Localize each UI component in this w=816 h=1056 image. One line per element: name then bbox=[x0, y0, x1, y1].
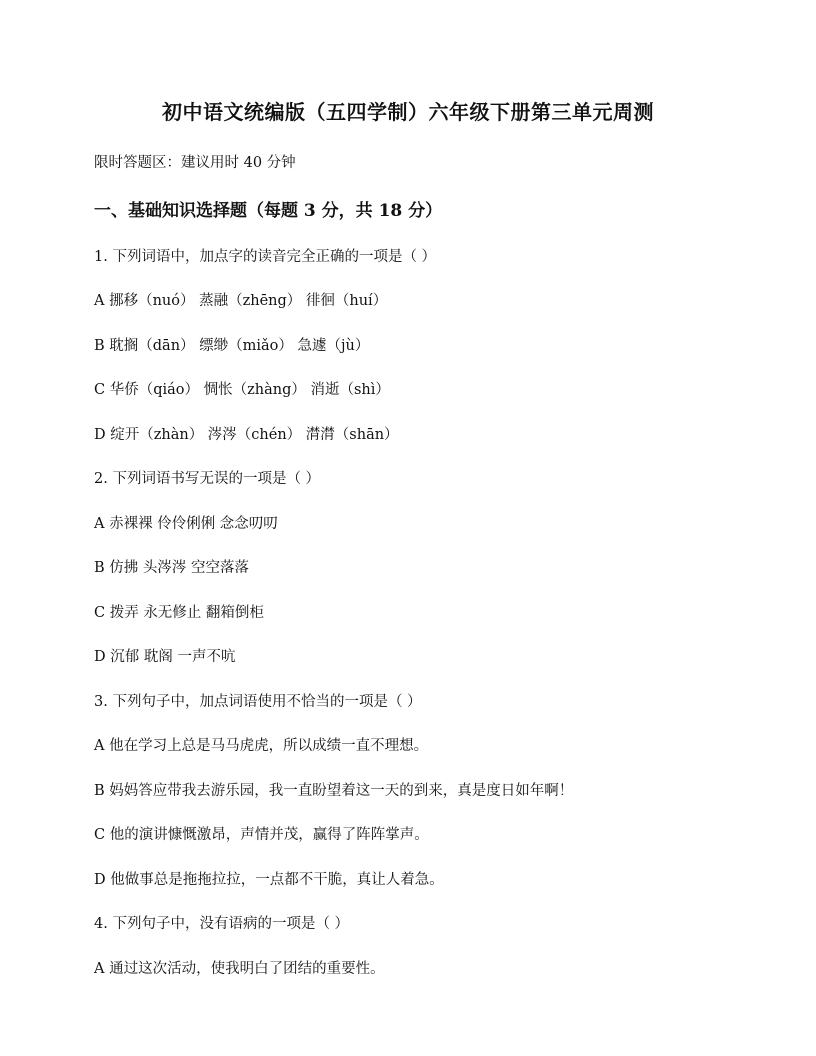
question-1-option-b: B 耽搁（dān） 缥缈（miǎo） 急遽（jù） bbox=[94, 338, 370, 354]
question-2-stem: 2. 下列词语书写无误的一项是（ ） bbox=[94, 471, 321, 487]
question-4-option-a: A 通过这次活动，使我明白了团结的重要性。 bbox=[94, 961, 385, 977]
question-1-option-a: A 挪移（nuó） 蒸融（zhēng） 徘徊（huí） bbox=[94, 293, 388, 309]
question-1-option-c: C 华侨（qiáo） 惆怅（zhàng） 消逝（shì） bbox=[94, 382, 390, 398]
question-3-option-b: B 妈妈答应带我去游乐园，我一直盼望着这一天的到来，真是度日如年啊！ bbox=[94, 783, 574, 799]
section-heading bbox=[94, 196, 442, 221]
question-3-option-d: D 他做事总是拖拖拉拉，一点都不干脆，真让人着急。 bbox=[94, 872, 444, 888]
document-title: 初中语文统编版（五四学制）六年级下册第三单元周测 bbox=[162, 100, 654, 124]
question-2-option-a: A 赤裸裸 伶伶俐俐 念念叨叨 bbox=[94, 516, 278, 532]
question-1-stem: 1. 下列词语中，加点字的读音完全正确的一项是（ ） bbox=[94, 249, 437, 265]
question-3-stem: 3. 下列句子中，加点词语使用不恰当的一项是（ ） bbox=[94, 694, 422, 710]
question-2-option-d: D 沉郁 耽阁 一声不吭 bbox=[94, 649, 236, 665]
question-3-option-a: A 他在学习上总是马马虎虎，所以成绩一直不理想。 bbox=[94, 738, 429, 754]
time-note: 限时答题区：建议用时 40 分钟 bbox=[94, 155, 296, 171]
question-1-option-d: D 绽开（zhàn） 涔涔（chén） 潸潸（shān） bbox=[94, 427, 399, 443]
question-4-stem: 4. 下列句子中，没有语病的一项是（ ） bbox=[94, 916, 350, 932]
section-score: （每题 3 分，共 18 分） bbox=[247, 201, 443, 221]
question-3-option-c: C 他的演讲慷慨激昂，声情并茂，赢得了阵阵掌声。 bbox=[94, 827, 429, 843]
section-title: 一、基础知识选择题 bbox=[94, 201, 247, 221]
question-2-option-b: B 仿拂 头涔涔 空空落落 bbox=[94, 560, 249, 576]
question-2-option-c: C 拨弄 永无修止 翻箱倒柜 bbox=[94, 605, 264, 621]
